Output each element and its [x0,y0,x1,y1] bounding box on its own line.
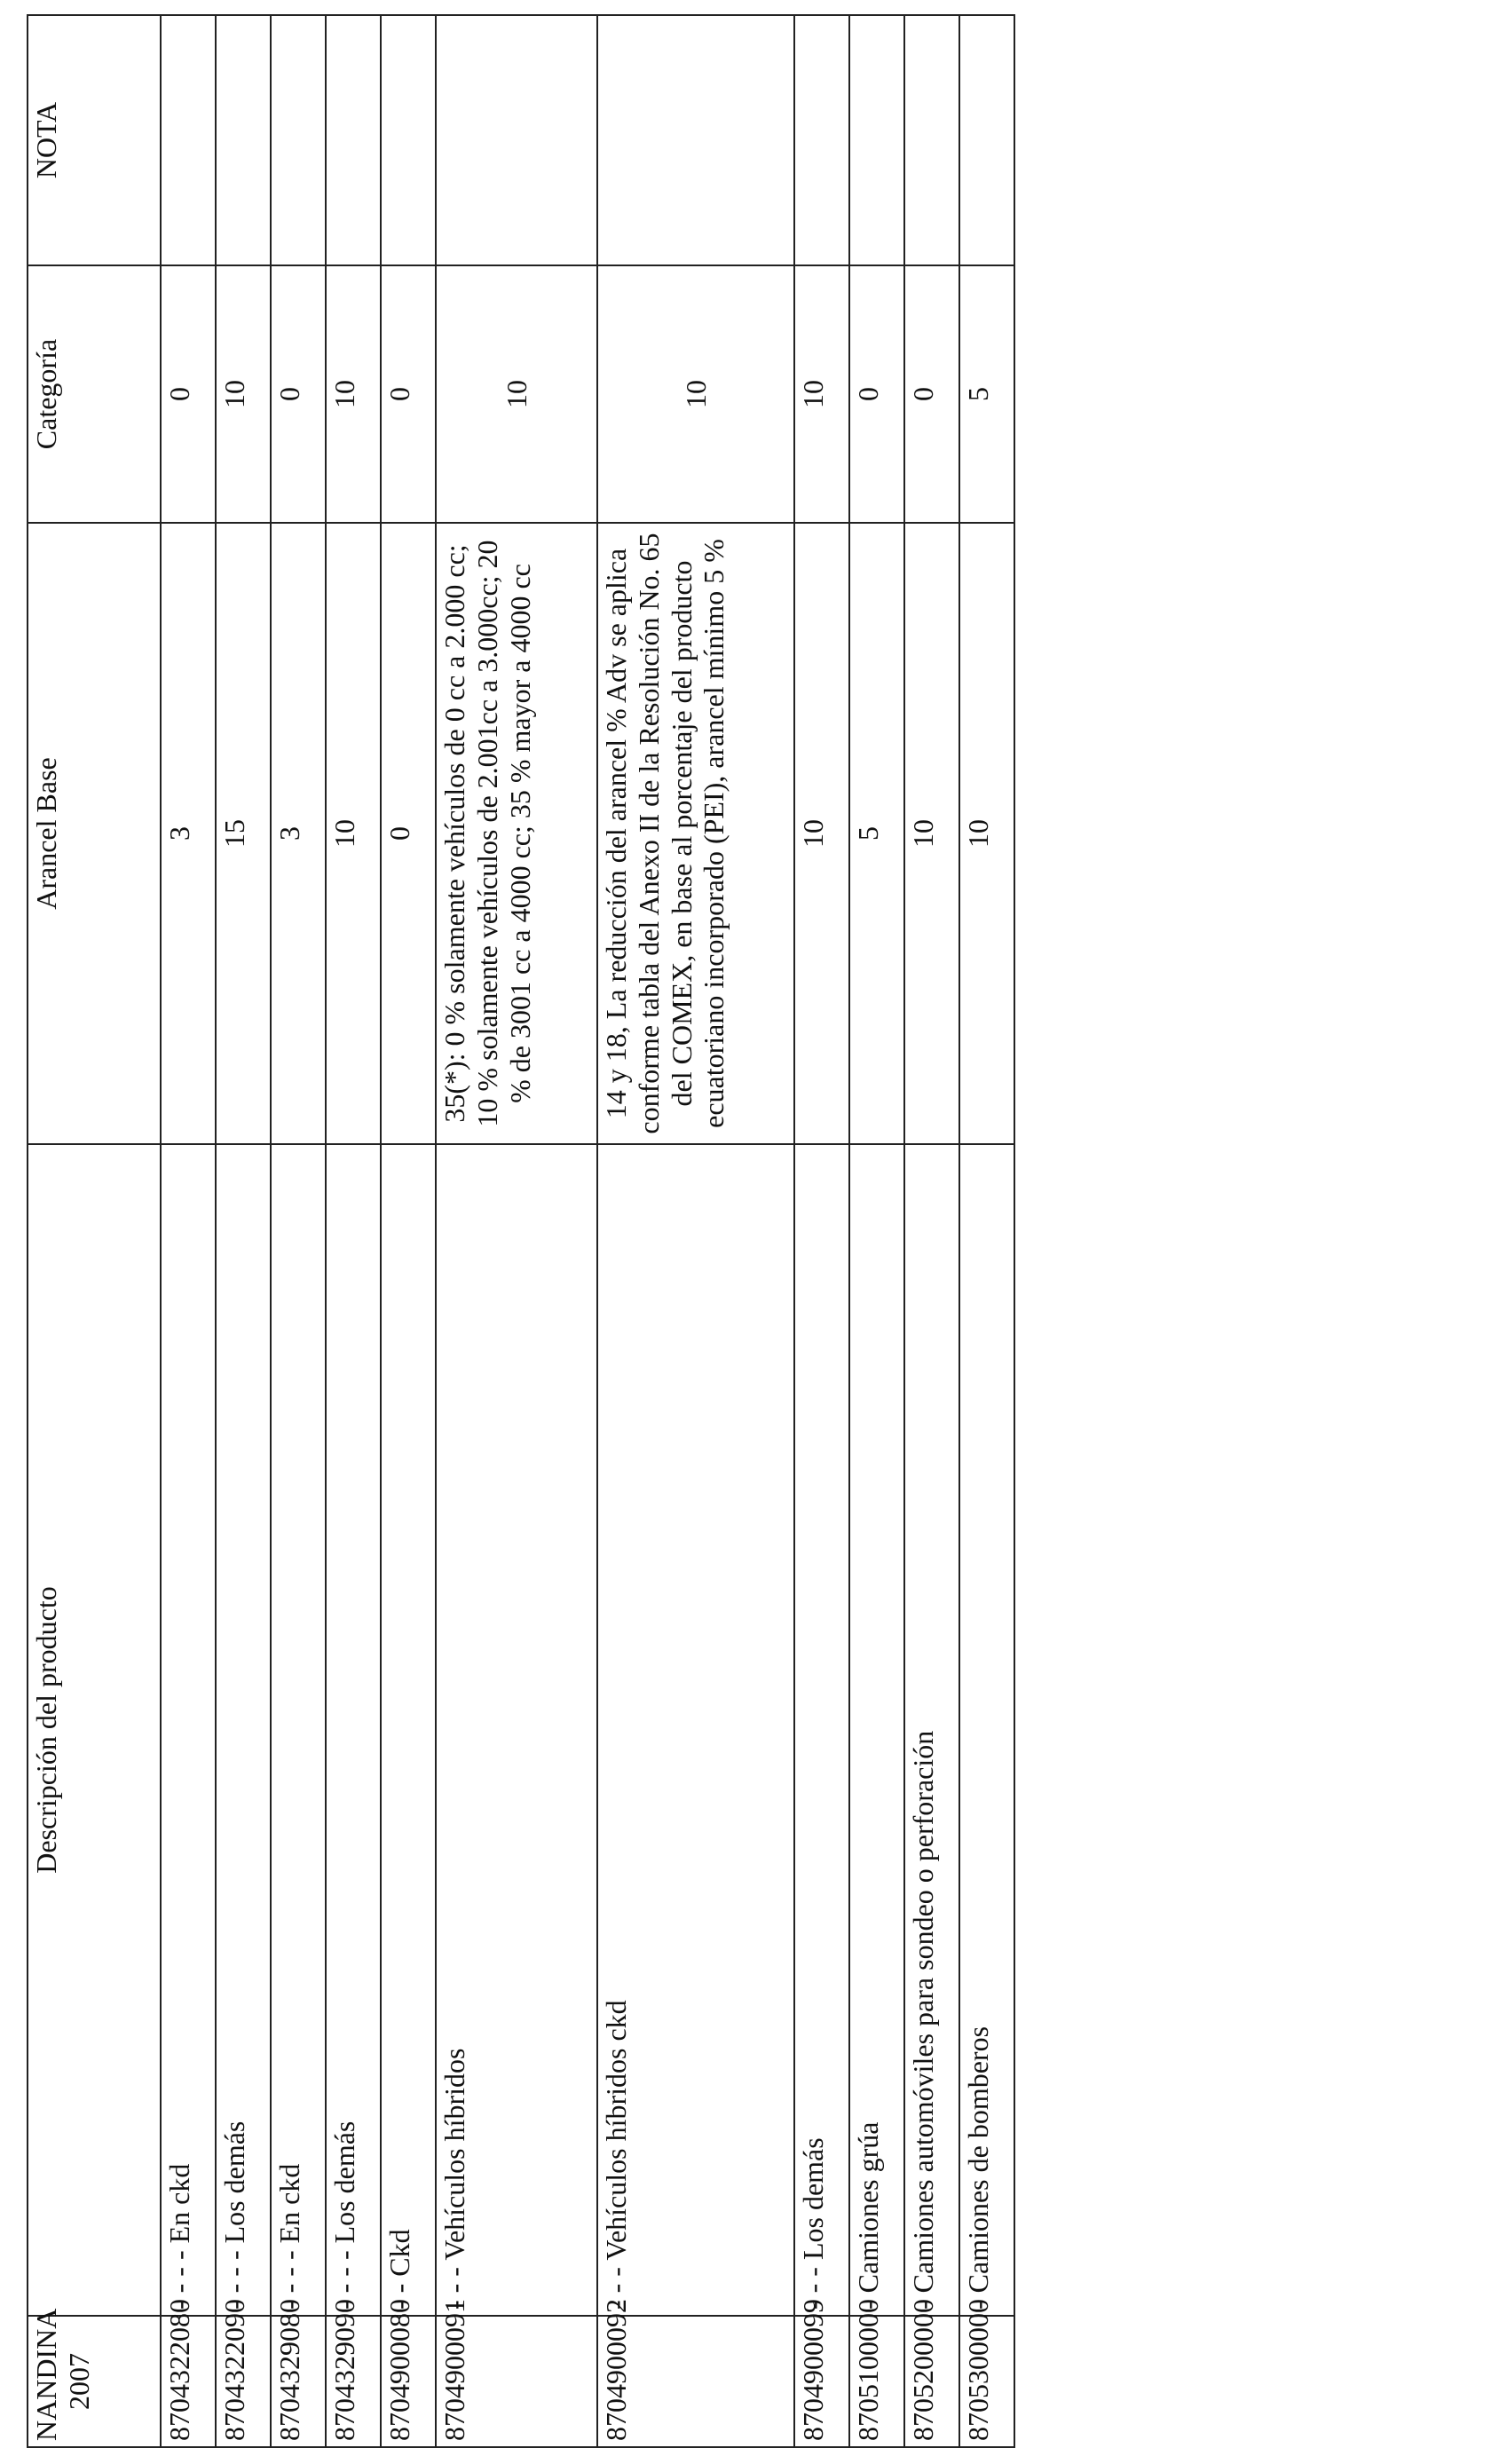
cell-description: - Camiones automóviles para sondeo o perforación [904,1144,959,2316]
cell-base: 10 [959,523,1014,1144]
table-header-row [28,15,161,2447]
cell-nota [849,15,904,265]
cell-description: - Camiones de bomberos [959,1144,1014,2316]
cell-nota [597,15,794,265]
cell-nota [794,15,849,265]
header-nandina: NANDINA 2007 [28,2316,161,2447]
table-row [794,15,849,2447]
cell-base: 10 [904,523,959,1144]
table-row [597,15,794,2447]
rotated-page [27,16,1014,2448]
table-row [326,15,381,2447]
cell-category: 10 [436,265,597,523]
header-category: Categoría [28,265,161,523]
cell-code: 8704900080 [381,2316,436,2447]
cell-base: 35(*): 0 % solamente vehículos de 0 cc a 2.000 cc; 10 % solamente vehículos de 2.001cc a 3.000cc; 20 % de 3001 cc a 4000 cc; 35 % mayor a 4000 cc [436,523,597,1144]
table-row [271,15,326,2447]
cell-category: 0 [381,265,436,523]
cell-nota [271,15,326,265]
cell-category: 0 [271,265,326,523]
cell-description: - - - - En ckd [161,1144,216,2316]
cell-code: 8705300000 [959,2316,1014,2447]
cell-category: 10 [326,265,381,523]
cell-nota [381,15,436,265]
cell-base: 0 [381,523,436,1144]
cell-description: - - Ckd [381,1144,436,2316]
cell-category: 10 [794,265,849,523]
cell-category: 0 [904,265,959,523]
table-row [904,15,959,2447]
cell-nota [436,15,597,265]
cell-base: 3 [161,523,216,1144]
cell-category: 10 [216,265,271,523]
table-row [849,15,904,2447]
cell-code: 8704322090 [216,2316,271,2447]
cell-base: 5 [849,523,904,1144]
cell-description: - - - Vehículos híbridos [436,1144,597,2316]
cell-base: 10 [326,523,381,1144]
cell-base: 15 [216,523,271,1144]
cell-nota [216,15,271,265]
cell-description: - - - - En ckd [271,1144,326,2316]
cell-description: - - - Los demás [794,1144,849,2316]
cell-base: 3 [271,523,326,1144]
table-row [381,15,436,2447]
table-row [161,15,216,2447]
cell-base: 14 y 18, La reducción del arancel % Adv se aplica conforme tabla del Anexo II de la Resolución No. 65 del COMEX, en base al porcentaje del producto ecuatoriano incorporado (PEI), arancel mínimo 5 % [597,523,794,1144]
table-row [216,15,271,2447]
cell-description: - - - - Los demás [216,1144,271,2316]
cell-code: 8704900099 [794,2316,849,2447]
header-nota: NOTA [28,15,161,265]
cell-category: 10 [597,265,794,523]
cell-nota [904,15,959,265]
cell-nota [959,15,1014,265]
cell-code: 8704900091 [436,2316,597,2447]
cell-category: 5 [959,265,1014,523]
cell-code: 8704329080 [271,2316,326,2447]
cell-category: 0 [161,265,216,523]
cell-nota [161,15,216,265]
cell-code: 8705100000 [849,2316,904,2447]
header-base: Arancel Base [28,523,161,1144]
tariff-table [27,14,1015,2448]
cell-code: 8705200000 [904,2316,959,2447]
cell-code: 8704322080 [161,2316,216,2447]
cell-description: - Camiones grúa [849,1144,904,2316]
cell-description: - - - Vehículos híbridos ckd [597,1144,794,2316]
header-description: Descripción del producto [28,1144,161,2316]
table-row [959,15,1014,2447]
cell-category: 0 [849,265,904,523]
cell-code: 8704329090 [326,2316,381,2447]
cell-nota [326,15,381,265]
table-row [436,15,597,2447]
cell-code: 8704900092 [597,2316,794,2447]
cell-description: - - - - Los demás [326,1144,381,2316]
cell-base: 10 [794,523,849,1144]
